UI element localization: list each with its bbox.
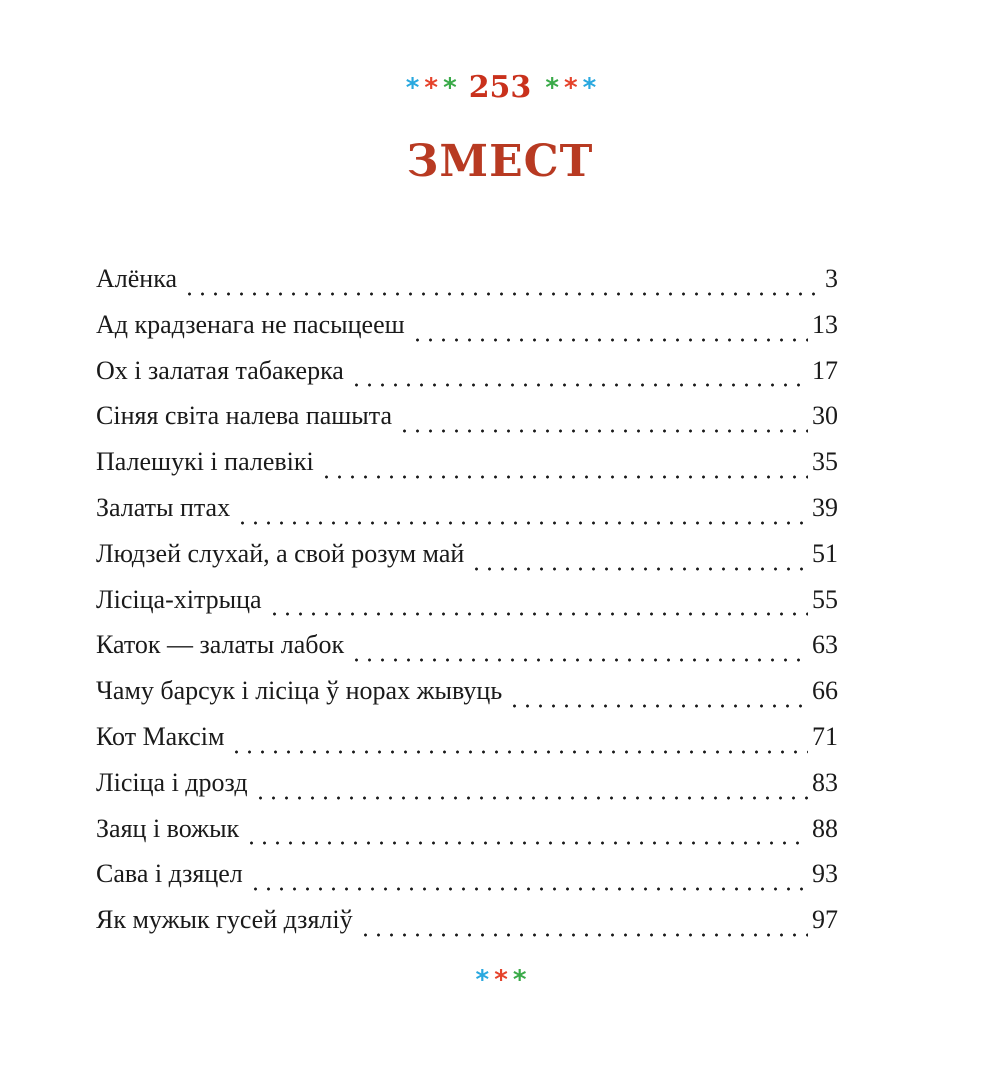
toc-entry[interactable] — [96, 393, 838, 439]
dot-leader — [411, 321, 808, 343]
page-title: ЗМЕСТ — [406, 136, 594, 187]
toc-entry-page: 71 — [812, 721, 838, 751]
footer-ornament — [0, 960, 1000, 1000]
toc-entry[interactable] — [96, 806, 838, 852]
dot-leader — [350, 366, 808, 388]
page-number: 253 — [468, 70, 532, 106]
toc-entry-title: Сава і дзяцел — [96, 859, 243, 889]
ornament-right-icon — [545, 66, 594, 110]
toc-entry[interactable] — [96, 622, 838, 668]
toc-entry-page: 55 — [812, 584, 838, 614]
dot-leader — [183, 275, 821, 297]
toc-entry[interactable] — [96, 348, 838, 394]
asterisk-blue-icon: * — [475, 965, 488, 996]
toc-entry-page: 66 — [812, 676, 838, 706]
toc-entry-page: 30 — [812, 401, 838, 431]
asterisk-blue-icon: * — [405, 73, 418, 104]
toc-entry[interactable] — [96, 485, 838, 531]
toc-entry-page: 51 — [812, 538, 838, 568]
toc-entry-title: Алёнка — [96, 264, 177, 293]
toc-entry-page: 35 — [812, 447, 838, 477]
asterisk-green-icon: * — [545, 73, 557, 104]
dot-leader — [236, 504, 808, 526]
toc-entry-page: 3 — [825, 264, 838, 293]
toc-entry-title: Залаты птах — [96, 492, 231, 522]
asterisk-red-icon: * — [563, 73, 576, 104]
page-header — [0, 66, 1000, 110]
toc-entry[interactable] — [96, 714, 838, 760]
dot-leader — [359, 916, 808, 938]
toc-entry-page: 93 — [812, 859, 838, 889]
toc-entry-title: Палешукі і палевікі — [96, 447, 314, 477]
toc-entry-title: Ад крадзенага не пасыцееш — [96, 309, 405, 339]
toc-entry-page: 63 — [812, 630, 838, 660]
table-of-contents — [96, 256, 838, 943]
toc-entry-title: Чаму барсук і лісіца ў норах жывуць — [96, 676, 503, 706]
dot-leader — [254, 779, 808, 801]
asterisk-green-icon: * — [512, 965, 525, 996]
ornament-icon — [476, 960, 525, 1000]
toc-entry[interactable] — [96, 256, 838, 302]
toc-entry[interactable] — [96, 760, 838, 806]
toc-entry[interactable] — [96, 851, 838, 897]
toc-entry-page: 88 — [812, 813, 838, 843]
toc-entry-title: Сіняя світа налева пашыта — [96, 401, 392, 431]
toc-entry-title: Каток — залаты лабок — [96, 630, 345, 660]
toc-entry-page: 13 — [812, 309, 838, 339]
toc-entry-title: Як мужык гусей дзяліў — [96, 905, 353, 935]
toc-entry-title: Лісіца-хітрыца — [96, 584, 262, 614]
dot-leader — [470, 550, 808, 572]
toc-entry[interactable] — [96, 577, 838, 623]
toc-entry[interactable] — [96, 439, 838, 485]
dot-leader — [249, 870, 808, 892]
toc-entry-title: Лісіца і дрозд — [96, 767, 248, 797]
toc-entry[interactable] — [96, 897, 838, 943]
toc-entry[interactable] — [96, 668, 838, 714]
toc-entry-title: Людзей слухай, а свой розум май — [96, 538, 465, 568]
dot-leader — [508, 687, 808, 709]
toc-entry-title: Кот Максім — [96, 721, 225, 751]
asterisk-red-icon: * — [424, 73, 437, 104]
dot-leader — [320, 458, 808, 480]
toc-entry[interactable] — [96, 302, 838, 348]
toc-entry-page: 83 — [812, 767, 838, 797]
toc-entry-title: Заяц і вожык — [96, 813, 240, 843]
dot-leader — [350, 641, 808, 663]
toc-entry-page: 97 — [812, 905, 838, 935]
toc-entry-page: 39 — [812, 492, 838, 522]
asterisk-green-icon: * — [443, 73, 455, 104]
asterisk-red-icon: * — [494, 965, 506, 996]
dot-leader — [245, 824, 808, 846]
dot-leader — [230, 733, 808, 755]
toc-entry-title: Ох і залатая табакерка — [96, 355, 344, 385]
asterisk-blue-icon: * — [582, 73, 595, 104]
toc-entry[interactable] — [96, 531, 838, 577]
ornament-left-icon — [406, 66, 455, 110]
dot-leader — [268, 595, 808, 617]
dot-leader — [398, 412, 808, 434]
toc-entry-page: 17 — [812, 355, 838, 385]
